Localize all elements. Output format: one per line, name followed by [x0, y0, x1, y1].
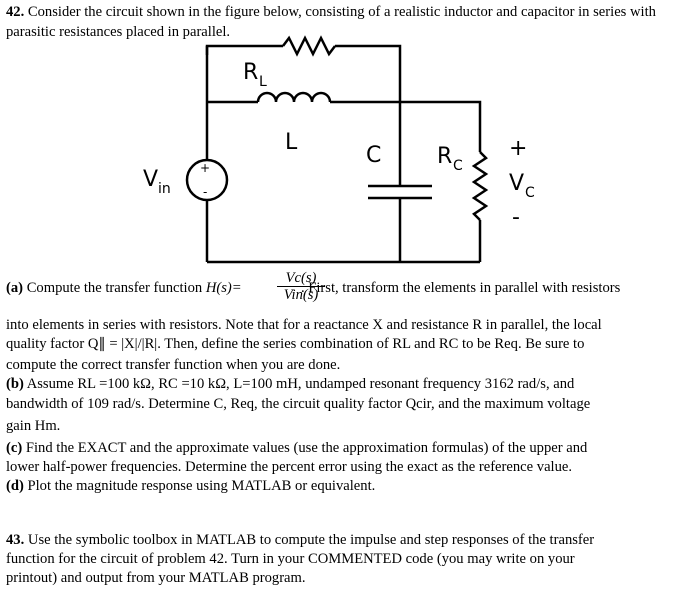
label-Vc-sub: C: [525, 185, 535, 201]
transfer-fraction: [277, 270, 325, 303]
part-a-line4: compute the correct transfer function when you are done.: [6, 357, 341, 373]
problem-43-line1: [6, 531, 674, 551]
source-minus: -: [203, 185, 208, 199]
problem-43-line3: printout) and output from your MATLAB program.: [6, 570, 306, 586]
label-L: L: [285, 130, 298, 155]
circuit-diagram: [0, 0, 677, 290]
fraction-denominator: Vin(s): [283, 287, 319, 303]
part-c-line2: lower half-power frequencies. Determine the percent error using the exact as the reference value.: [6, 459, 573, 475]
label-vc-minus: -: [512, 205, 520, 230]
part-c-line1: [6, 439, 674, 459]
label-RL: R: [243, 60, 259, 85]
label-Vin-sub: in: [158, 181, 171, 197]
problem-43-line2: function for the circuit of problem 42. Turn in your COMMENTED code (you may write on your: [6, 551, 575, 567]
part-a-line2: into elements in series with resistors. Note that for a reactance X and resistance R in parallel, the local: [6, 317, 602, 333]
label-RC-sub: C: [453, 158, 463, 174]
fraction-numerator: Vc(s): [285, 270, 317, 286]
label-Vin: V: [143, 167, 159, 192]
label-C: C: [366, 143, 382, 168]
part-b-text1: Assume RL =100 kΩ, RC =10 kΩ, L=100 mH, undamped resonant frequency 3162 rad/s, and: [26, 376, 575, 392]
problem-43-text1: Use the symbolic toolbox in MATLAB to compute the impulse and step responses of the transfer: [27, 532, 595, 548]
part-b-line1: [6, 375, 674, 395]
part-b-label: (b): [6, 376, 24, 392]
source-plus: +: [200, 161, 211, 175]
problem-42-number: 42.: [6, 4, 25, 20]
part-b-line2: bandwidth of 109 rad/s. Determine C, Req, the circuit quality factor Qcir, and the maximum voltage: [6, 396, 591, 412]
problem-43-number: 43.: [6, 532, 25, 548]
part-d-text1: Plot the magnitude response using MATLAB or equivalent.: [27, 478, 376, 494]
part-a-H: H(s)=: [205, 280, 242, 296]
problem-42-intro-text: Consider the circuit shown in the figure below, consisting of a realistic inductor and capacitor in series with parasitic resistances placed in parallel.: [6, 4, 656, 40]
part-a-text2: . First, transform the elements in parallel with resistors: [300, 280, 621, 296]
part-a-line3: quality factor Q∥ = |X|/|R|. Then, define the series combination of RL and RC to be Req. Be sure to: [6, 336, 585, 352]
label-Vc: V: [509, 171, 525, 196]
part-d-label: (d): [6, 478, 24, 494]
label-RC: R: [437, 144, 453, 169]
part-a-line1: [6, 279, 674, 299]
part-d-line1: [6, 477, 674, 497]
label-RL-sub: L: [259, 74, 267, 90]
part-a-text1: Compute the transfer function: [26, 280, 203, 296]
label-vc-plus: +: [509, 136, 528, 161]
part-c-label: (c): [6, 440, 23, 456]
part-c-text1: Find the EXACT and the approximate values (use the approximation formulas) of the upper and: [25, 440, 588, 456]
part-b-line3: gain Hm.: [6, 418, 61, 434]
part-a-label: (a): [6, 280, 24, 296]
